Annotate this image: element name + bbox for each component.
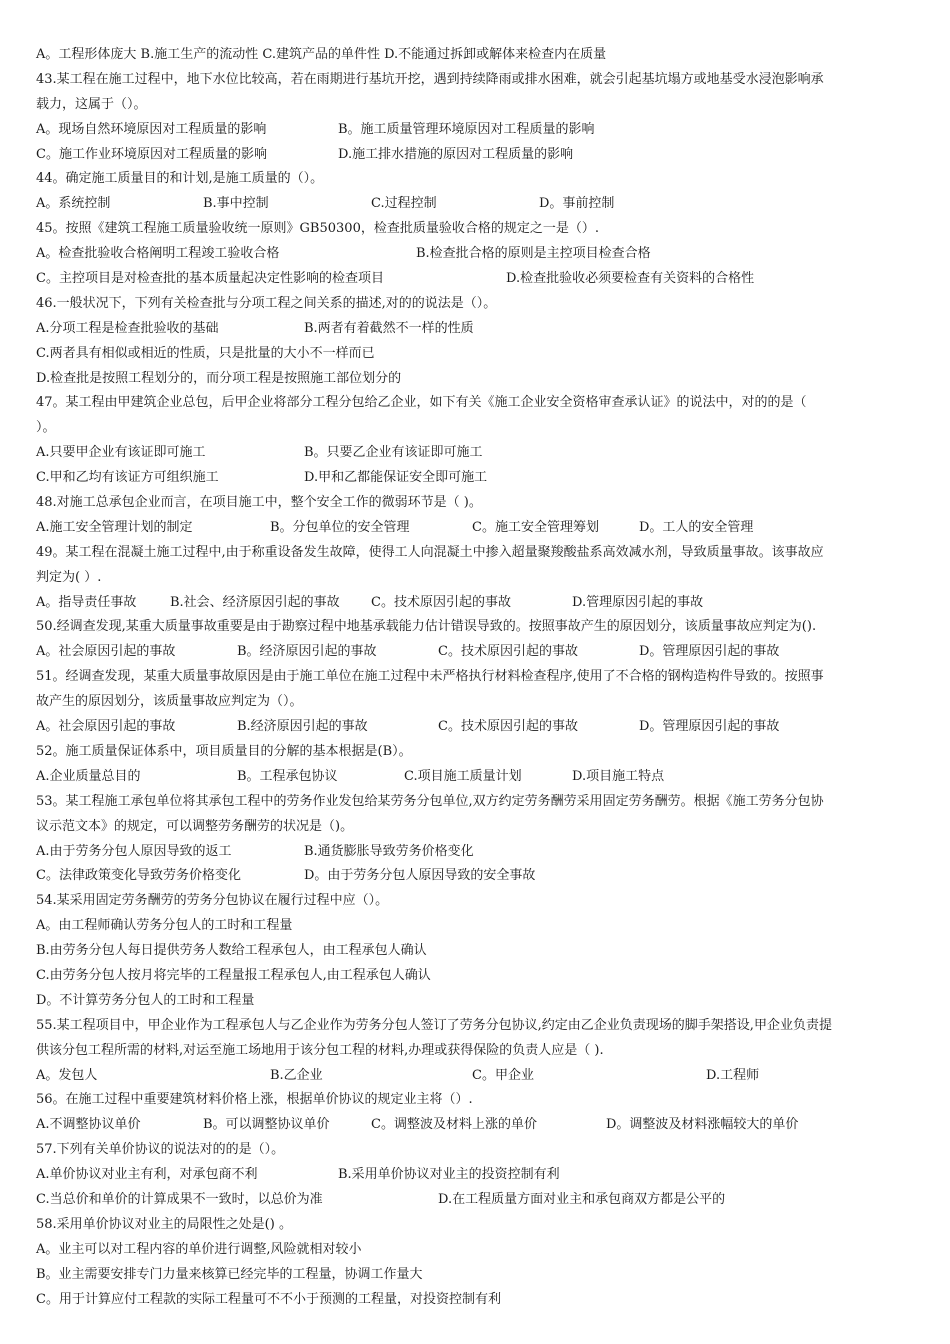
text-line — [36, 43, 916, 68]
document-page — [36, 43, 916, 1312]
option-text: D.甲和乙都能保证安全即可施工 — [304, 470, 488, 486]
text-line — [36, 1188, 916, 1213]
line-text: 判定为( ）. — [36, 569, 102, 585]
option-text: D.施工排水措施的原因对工程质量的影响 — [338, 146, 574, 162]
text-line — [36, 516, 916, 541]
option-text: C。技术原因引起的事故 — [371, 594, 511, 610]
line-text: 供该分包工程所需的材料,对运至施工场地用于该分包工程的材料,办理或获得保险的负责人应是（ ). — [36, 1042, 604, 1058]
text-line — [36, 864, 916, 889]
text-line — [36, 118, 916, 143]
text-line — [36, 68, 916, 93]
text-line — [36, 1014, 916, 1039]
text-line — [36, 939, 916, 964]
option-text: B.社会、经济原因引起的事故 — [170, 594, 340, 610]
line-text: A。业主可以对工程内容的单价进行调整,风险就相对较小 — [36, 1241, 362, 1257]
option-text: C。甲企业 — [472, 1067, 534, 1083]
text-line — [36, 989, 916, 1014]
option-text: B.采用单价协议对业主的投资控制有利 — [338, 1167, 560, 1183]
text-line — [36, 167, 916, 192]
text-line — [36, 466, 916, 491]
option-text: A。现场自然环境原因对工程质量的影响 — [36, 121, 267, 137]
option-text: A.企业质量总目的 — [36, 768, 141, 784]
option-text: A。检查批验收合格阐明工程竣工验收合格 — [36, 246, 280, 262]
line-text: D.检查批是按照工程划分的，而分项工程是按照施工部位划分的 — [36, 370, 402, 386]
option-text: C.甲和乙均有该证方可组织施工 — [36, 470, 219, 486]
option-text: A.单价协议对业主有利，对承包商不利 — [36, 1167, 258, 1183]
line-text: 53。某工程施工承包单位将其承包工程中的劳务作业发包给某劳务分包单位,双方约定劳务酬劳采用固定劳务酬劳。根据《施工劳务分包协 — [36, 793, 824, 809]
option-text: C.过程控制 — [371, 196, 437, 212]
text-line — [36, 840, 916, 865]
option-text: B.两者有着截然不一样的性质 — [304, 320, 474, 336]
option-text: C。施工安全管理筹划 — [472, 519, 599, 535]
line-text: B.由劳务分包人每日提供劳务人数给工程承包人，由工程承包人确认 — [36, 943, 427, 959]
text-line — [36, 1039, 916, 1064]
text-line — [36, 292, 916, 317]
text-line — [36, 143, 916, 168]
option-text: C。法律政策变化导致劳务价格变化 — [36, 868, 241, 884]
line-text: 48.对施工总承包企业而言，在项目施工中，整个安全工作的微弱环节是（ )。 — [36, 495, 482, 511]
option-text: C.当总价和单价的计算成果不一致时，以总价为准 — [36, 1191, 323, 1207]
line-text: C.两者具有相似或相近的性质，只是批量的大小不一样而已 — [36, 345, 375, 361]
line-text: 54.某采用固定劳务酬劳的劳务分包协议在履行过程中应（）。 — [36, 893, 389, 909]
text-line — [36, 964, 916, 989]
option-text: B。可以调整协议单价 — [203, 1117, 330, 1133]
option-text: B.乙企业 — [270, 1067, 323, 1083]
line-text: 故产生的原因划分，该质量事故应判定为（）。 — [36, 694, 303, 710]
line-text: 46.一般状况下，下列有关检查批与分项工程之间关系的描述,对的的说法是（）。 — [36, 295, 497, 311]
option-text: B。只要乙企业有该证即可施工 — [304, 445, 483, 461]
line-text: B。业主需要安排专门力量来核算已经完毕的工程量，协调工作量大 — [36, 1266, 423, 1282]
line-text: ）。 — [36, 420, 56, 436]
text-line — [36, 441, 916, 466]
text-line — [36, 914, 916, 939]
option-text: D.在工程质量方面对业主和承包商双方都是公平的 — [438, 1191, 726, 1207]
text-line — [36, 217, 916, 242]
text-line — [36, 790, 916, 815]
text-line — [36, 1088, 916, 1113]
text-line — [36, 1138, 916, 1163]
text-line — [36, 665, 916, 690]
text-line — [36, 815, 916, 840]
option-text: A.分项工程是检查批验收的基础 — [36, 320, 219, 336]
option-text: A。社会原因引起的事故 — [36, 644, 176, 660]
line-text: 57.下列有关单价协议的说法对的的是（）。 — [36, 1142, 285, 1158]
line-text: 45。按照《建筑工程施工质量验收统一原则》GB50300，检查批质量验收合格的规定之一是（）. — [36, 221, 599, 237]
text-line — [36, 1163, 916, 1188]
option-text: B。施工质量管理环境原因对工程质量的影响 — [338, 121, 595, 137]
text-line — [36, 1263, 916, 1288]
text-line — [36, 615, 916, 640]
text-line — [36, 715, 916, 740]
line-text: 58.采用单价协议对业主的局限性之处是() 。 — [36, 1216, 292, 1232]
option-text: B.事中控制 — [203, 196, 269, 212]
option-text: A.施工安全管理计划的制定 — [36, 519, 193, 535]
text-line — [36, 242, 916, 267]
option-text: D。管理原因引起的事故 — [639, 644, 780, 660]
option-text: D.项目施工特点 — [572, 768, 665, 784]
text-line — [36, 591, 916, 616]
line-text: 议示范文本》的规定，可以调整劳务酬劳的状况是（)。 — [36, 818, 354, 834]
option-text: B。分包单位的安全管理 — [270, 519, 410, 535]
text-line — [36, 317, 916, 342]
option-text: D.工程师 — [706, 1067, 760, 1083]
option-text: A.由于劳务分包人原因导致的返工 — [36, 843, 232, 859]
line-text: 51。经调查发现，某重大质量事故原因是由于施工单位在施工过程中未严格执行材料检查程序,使用了不合格的钢构造构件导致的。按照事 — [36, 669, 824, 685]
text-line — [36, 566, 916, 591]
option-text: C。主控项目是对检查批的基本质量起决定性影响的检查项目 — [36, 271, 384, 287]
text-line — [36, 342, 916, 367]
line-text: C。用于计算应付工程款的实际工程量可不不小于预测的工程量，对投资控制有利 — [36, 1291, 501, 1307]
text-line — [36, 889, 916, 914]
line-text: 49。某工程在混凝土施工过程中,由于称重设备发生故障，使得工人向混凝土中掺入超量聚羧酸盐系高效减水剂，导致质量事故。该事故应 — [36, 544, 824, 560]
option-text: D.管理原因引起的事故 — [572, 594, 704, 610]
text-line — [36, 541, 916, 566]
line-text: A。工程形体庞大 B.施工生产的流动性 C.建筑产品的单件性 D.不能通过拆卸或解体来检查内在质量 — [36, 47, 607, 62]
line-text: 56。在施工过程中重要建筑材料价格上涨，根据单价协议的规定业主将（）. — [36, 1092, 473, 1108]
option-text: D.检查批验收必须要检查有关资料的合格性 — [506, 271, 755, 287]
text-line — [36, 765, 916, 790]
option-text: A.只要甲企业有该证即可施工 — [36, 445, 206, 461]
line-text: C.由劳务分包人按月将完毕的工程量报工程承包人,由工程承包人确认 — [36, 967, 431, 983]
line-text: 47。某工程由甲建筑企业总包，后甲企业将部分工程分包给乙企业，如下有关《施工企业安全资格审查承认证》的说法中，对的的是（ — [36, 395, 807, 411]
option-text: B.经济原因引起的事故 — [237, 719, 368, 735]
text-line — [36, 491, 916, 516]
option-text: B。经济原因引起的事故 — [237, 644, 377, 660]
option-text: C。技术原因引起的事故 — [438, 644, 578, 660]
option-text: C。技术原因引起的事故 — [438, 719, 578, 735]
option-text: A。系统控制 — [36, 196, 111, 212]
line-text: 44。确定施工质量目的和计划,是施工质量的（）。 — [36, 171, 324, 187]
option-text: D。调整波及材料涨幅较大的单价 — [606, 1117, 799, 1133]
option-text: A。社会原因引起的事故 — [36, 719, 176, 735]
text-line — [36, 416, 916, 441]
option-text: D。工人的安全管理 — [639, 519, 754, 535]
text-line — [36, 1113, 916, 1138]
text-line — [36, 690, 916, 715]
option-text: C.项目施工质量计划 — [404, 768, 522, 784]
option-text: B.检查批合格的原则是主控项目检查合格 — [416, 246, 651, 262]
line-text: 50.经调查发现,某重大质量事故重要是由于勘察过程中地基承载能力估计错误导致的。按照事故产生的原因划分，该质量事故应判定为(). — [36, 619, 817, 635]
option-text: B。工程承包协议 — [237, 768, 338, 784]
option-text: C。调整波及材料上涨的单价 — [371, 1117, 537, 1133]
line-text: 载力，这属于（）。 — [36, 96, 147, 112]
text-line — [36, 640, 916, 665]
text-line — [36, 1064, 916, 1089]
option-text: A.不调整协议单价 — [36, 1117, 141, 1133]
line-text: A。由工程师确认劳务分包人的工时和工程量 — [36, 918, 293, 934]
option-text: A。指导责任事故 — [36, 594, 137, 610]
line-text: 43.某工程在施工过程中，地下水位比较高，若在雨期进行基坑开挖，遇到持续降雨或排水困难，就会引起基坑塌方或地基受水浸泡影响承 — [36, 71, 824, 87]
line-text: 55.某工程项目中，甲企业作为工程承包人与乙企业作为劳务分包人签订了劳务分包协议,约定由乙企业负责现场的脚手架搭设,甲企业负责提 — [36, 1017, 832, 1033]
option-text: D。事前控制 — [539, 196, 615, 212]
option-text: C。施工作业环境原因对工程质量的影响 — [36, 146, 267, 162]
option-text: B.通货膨胀导致劳务价格变化 — [304, 843, 474, 859]
text-line — [36, 1238, 916, 1263]
text-line — [36, 391, 916, 416]
text-line — [36, 267, 916, 292]
option-text: A。发包人 — [36, 1067, 98, 1083]
text-line — [36, 1288, 916, 1313]
text-line — [36, 192, 916, 217]
line-text: D。不计算劳务分包人的工时和工程量 — [36, 992, 255, 1008]
text-line — [36, 1213, 916, 1238]
text-line — [36, 740, 916, 765]
text-line — [36, 93, 916, 118]
text-line — [36, 367, 916, 392]
option-text: D。由于劳务分包人原因导致的安全事故 — [304, 868, 536, 884]
option-text: D。管理原因引起的事故 — [639, 719, 780, 735]
line-text: 52。施工质量保证体系中，项目质量目的分解的基本根据是(B）。 — [36, 743, 412, 759]
